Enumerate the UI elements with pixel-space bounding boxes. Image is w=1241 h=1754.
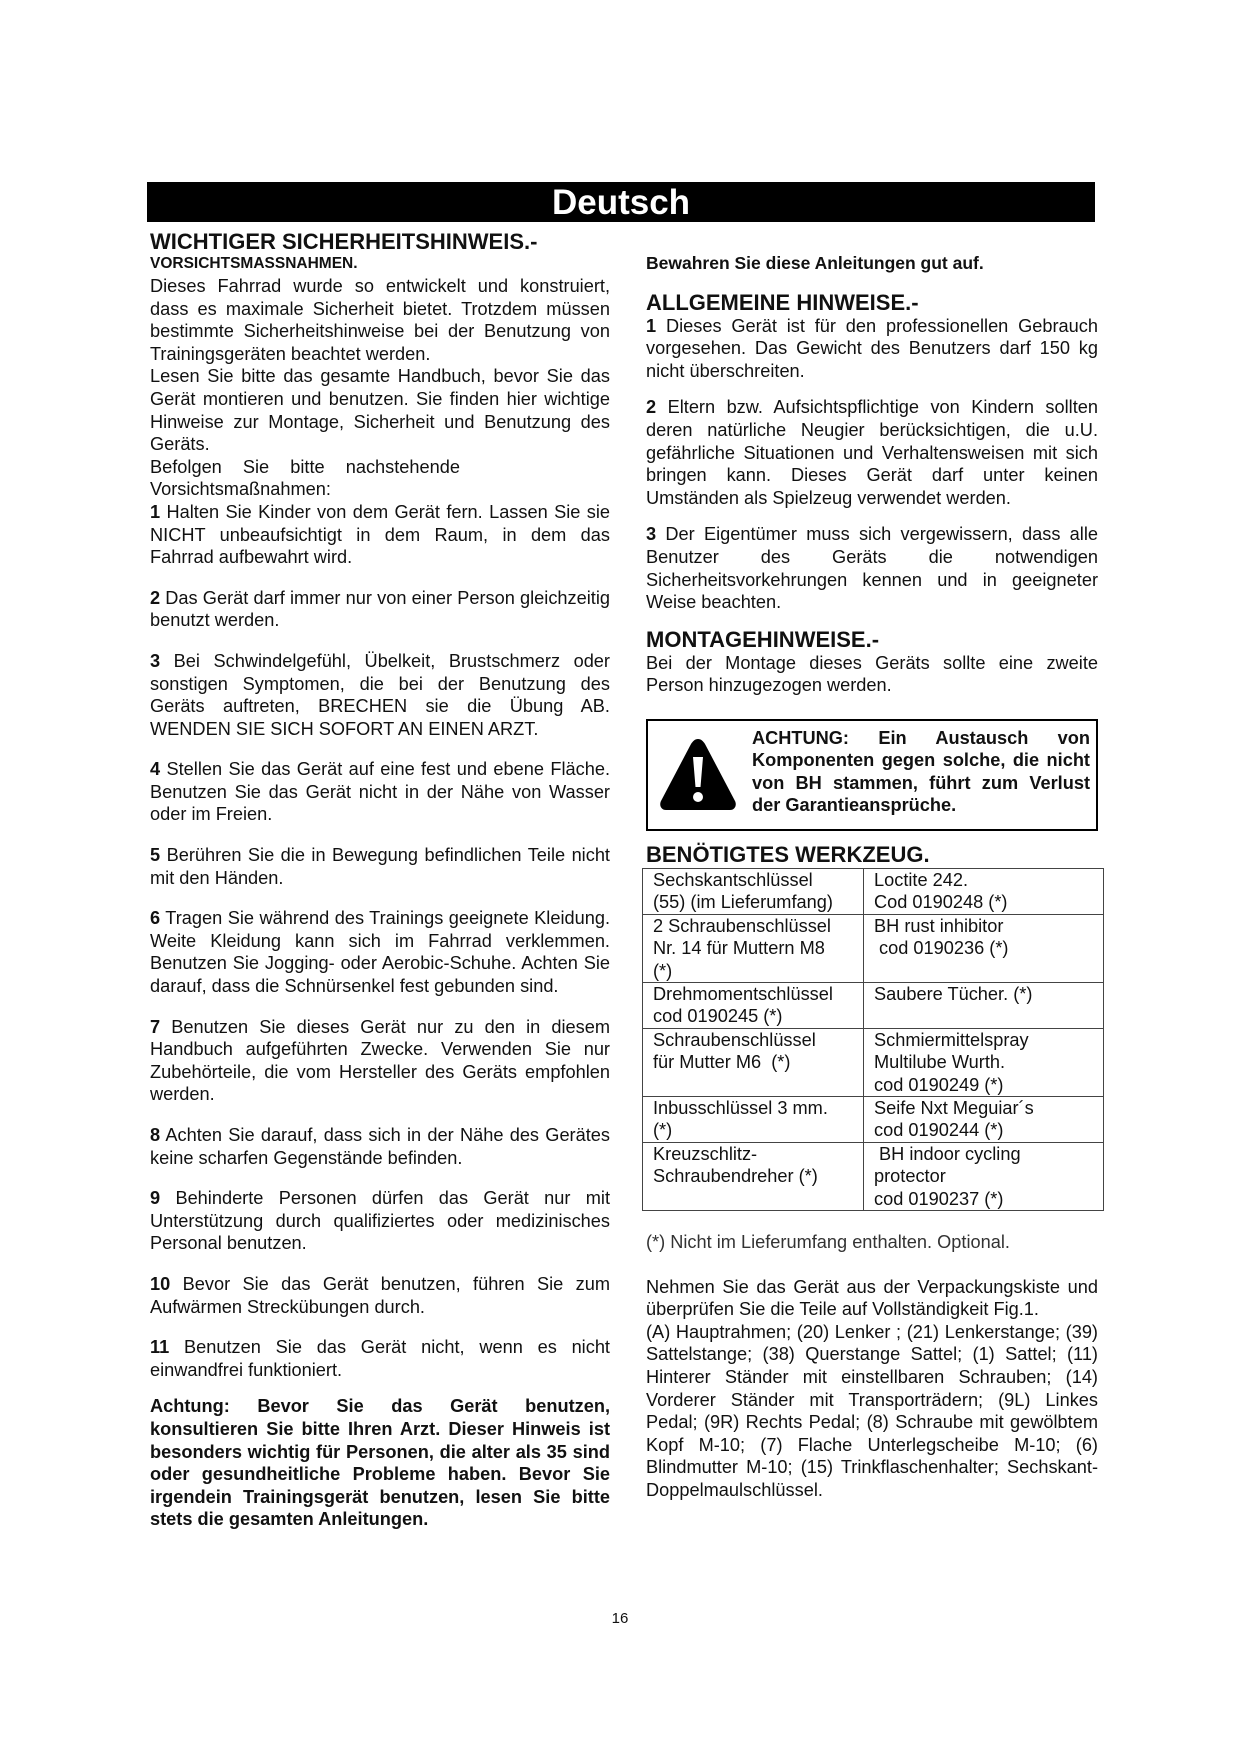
tool-cell bbox=[643, 1028, 864, 1096]
cell-line: für Mutter M6 (*) bbox=[653, 1052, 791, 1073]
list-item bbox=[646, 315, 1098, 383]
cell-line: BH indoor cycling bbox=[874, 1143, 1021, 1164]
cell-line: Nr. 14 für Muttern M8 bbox=[653, 938, 825, 959]
item-text: Tragen Sie während des Trainings geeignete Kleidung. Weite Kleidung kann sich im Fahrrad verklemmen. Benutzen Sie Jogging- oder Aerobic-Schuhe. Achten Sie darauf, dass die Schnürsenkel fest gebunden sind. bbox=[150, 908, 610, 997]
cell-line: cod 0190245 (*) bbox=[653, 1006, 783, 1027]
assembly-heading: MONTAGEHINWEISE.- bbox=[646, 626, 880, 652]
item-text: Stellen Sie das Gerät auf eine fest und ebene Fläche. Benutzen Sie das Gerät nicht in der Nähe von Wasser oder im Freien. bbox=[150, 759, 611, 825]
warning-triangle-icon bbox=[658, 735, 738, 813]
cell-line: cod 0190237 (*) bbox=[874, 1188, 1004, 1209]
item-text: Behinderte Personen dürfen das Gerät nur mit Unterstützung durch qualifiziertes oder medizinisches Personal benutzen. bbox=[150, 1188, 610, 1254]
unpack-text: Nehmen Sie das Gerät aus der Verpackungskiste und überprüfen Sie die Teile auf Vollständigkeit Fig.1. bbox=[646, 1276, 1098, 1320]
parts-list: (A) Hauptrahmen; (20) Lenker ; (21) Lenkerstange; (39) Sattelstange; (38) Querstange Sattel; (1) Sattel; (11) Hinterer Ständer mit einstellbaren Schrauben; (14) Vorderer Ständer mit Transporträdern; (9L) Linkes Pedal; (9R) Rechts Pedal; (8) Schraube mit gewölbtem Kopf M-10; (7) Flache Unterlegscheibe M-10; (6) Blindmutter M-10; (15) Trinkflaschenhalter; Sechskant-Doppelmaulschlüssel. bbox=[646, 1321, 1098, 1500]
list-item bbox=[150, 587, 610, 632]
list-item bbox=[150, 758, 610, 826]
right-column bbox=[646, 252, 1098, 1502]
list-item bbox=[150, 650, 610, 740]
list-item bbox=[150, 844, 610, 889]
safety-heading: WICHTIGER SICHERHEITSHINWEIS.- bbox=[150, 229, 538, 254]
item-text: Dieses Gerät ist für den professionellen Gebrauch vorgesehen. Das Gewicht des Benutzers darf 150 kg nicht überschreiten. bbox=[646, 315, 1098, 381]
cell-line: cod 0190244 (*) bbox=[874, 1120, 1004, 1141]
cell-line: Kreuzschlitz- bbox=[653, 1143, 758, 1164]
general-heading: ALLGEMEINE HINWEISE.- bbox=[646, 289, 919, 315]
cell-line: (*) bbox=[653, 960, 673, 981]
list-item bbox=[150, 907, 610, 997]
table-row bbox=[643, 1096, 1104, 1142]
table-row bbox=[643, 1142, 1104, 1210]
item-text: Das Gerät darf immer nur von einer Person gleichzeitig benutzt werden. bbox=[150, 587, 610, 631]
tool-cell bbox=[643, 914, 864, 982]
safety-list bbox=[150, 501, 610, 1381]
item-number: 4 bbox=[150, 759, 161, 780]
item-text: Bei Schwindelgefühl, Übelkeit, Brustschmerz oder sonstigen Symptomen, die bei der Benutzung des Geräts auftreten, BRECHEN sie die Übung AB. WENDEN SIE SICH SOFORT AN EINEN ARZT. bbox=[150, 650, 610, 739]
intro-paragraph-3: Befolgen Sie bitte nachstehende Vorsichtsmaßnahmen: bbox=[150, 456, 460, 500]
table-row bbox=[643, 1028, 1104, 1096]
item-number: 3 bbox=[150, 650, 161, 671]
list-item bbox=[646, 523, 1098, 613]
item-text: Halten Sie Kinder von dem Gerät fern. Lassen Sie sie NICHT unbeaufsichtigt in dem Raum, in dem das Fahrrad aufbewahrt wird. bbox=[150, 501, 610, 568]
caution-box bbox=[646, 719, 1098, 831]
cell-line: Saubere Tücher. (*) bbox=[874, 983, 1033, 1004]
list-item bbox=[150, 501, 610, 569]
page-number: 16 bbox=[611, 1610, 629, 1627]
list-item bbox=[150, 1187, 610, 1255]
item-text: Benutzen Sie das Gerät nicht, wenn es nicht einwandfrei funktioniert. bbox=[150, 1337, 610, 1380]
intro-paragraph-1: Dieses Fahrrad wurde so entwickelt und konstruiert, dass es maximale Sicherheit bietet. Trotzdem müssen bestimmte Sicherheitshinweise bei der Benutzung von Trainingsgeräten beachtet werden. bbox=[150, 276, 610, 364]
supply-cell bbox=[864, 1142, 1104, 1210]
item-number: 11 bbox=[150, 1337, 170, 1358]
item-number: 1 bbox=[150, 501, 161, 522]
item-number: 6 bbox=[150, 908, 161, 929]
supply-cell bbox=[864, 982, 1104, 1028]
tools-table bbox=[642, 868, 1104, 1211]
keep-instructions: Bewahren Sie diese Anleitungen gut auf. bbox=[646, 253, 984, 273]
tool-cell bbox=[643, 1142, 864, 1210]
supply-cell bbox=[864, 868, 1104, 914]
item-text: Der Eigentümer muss sich vergewissern, dass alle Benutzer des Geräts die notwendigen Sicherheitsvorkehrungen kennen und in geeigneter Weise beachten. bbox=[646, 524, 1098, 613]
item-number: 3 bbox=[646, 524, 657, 545]
precautions-subheading: VORSICHTSMASSNAHMEN. bbox=[150, 255, 358, 272]
tool-cell bbox=[643, 982, 864, 1028]
list-item bbox=[646, 396, 1098, 509]
cell-line: Schraubendreher (*) bbox=[653, 1166, 818, 1187]
list-item bbox=[150, 1273, 610, 1318]
cell-line: Cod 0190248 (*) bbox=[874, 892, 1008, 913]
list-item bbox=[150, 1336, 610, 1381]
cell-line: 2 Schraubenschlüssel bbox=[653, 915, 831, 936]
cell-line: Multilube Wurth. bbox=[874, 1052, 1006, 1073]
caution-text: ACHTUNG: Ein Austausch von Komponenten gegen solche, die nicht von BH stammen, führt zum Verlust der Garantieansprüche. bbox=[752, 727, 1090, 816]
general-list bbox=[646, 315, 1098, 614]
cell-line: Drehmomentschlüssel bbox=[653, 983, 833, 1004]
item-number: 9 bbox=[150, 1188, 161, 1209]
cell-line: Schraubenschlüssel bbox=[653, 1029, 816, 1050]
item-number: 2 bbox=[646, 397, 657, 418]
cell-line: Inbusschlüssel 3 mm. bbox=[653, 1097, 828, 1118]
doctor-warning: Achtung: Bevor Sie das Gerät benutzen, konsultieren Sie bitte Ihren Arzt. Dieser Hinweis ist besonders wichtig für Personen, die alter als 35 sind oder gesundheitliche Probleme haben. Bevor Sie irgendein Trainingsgerät benutzen, lesen Sie bitte stets die gesamten Anleitungen. bbox=[150, 1396, 610, 1530]
cell-line: Sechskantschlüssel bbox=[653, 869, 813, 890]
item-text: Bevor Sie das Gerät benutzen, führen Sie zum Aufwärmen Streckübungen durch. bbox=[150, 1273, 610, 1317]
item-text: Benutzen Sie dieses Gerät nur zu den in diesem Handbuch aufgeführten Zwecke. Verwenden Sie nur Zubehörteile, die vom Hersteller des Geräts empfohlen werden. bbox=[150, 1016, 610, 1105]
table-row bbox=[643, 914, 1104, 982]
item-number: 10 bbox=[150, 1273, 171, 1294]
intro-paragraph-2: Lesen Sie bitte das gesamte Handbuch, bevor Sie das Gerät montieren und benutzen. Sie finden hier wichtige Hinweise zur Montage, Sicherheit und Benutzung des Geräts. bbox=[150, 366, 610, 455]
supply-cell bbox=[864, 914, 1104, 982]
cell-line: Schmiermittelspray bbox=[874, 1029, 1029, 1050]
cell-line: Seife Nxt Meguiar´s bbox=[874, 1097, 1034, 1118]
item-number: 1 bbox=[646, 315, 657, 336]
tool-cell bbox=[643, 1096, 864, 1142]
supply-cell bbox=[864, 1028, 1104, 1096]
cell-line: BH rust inhibitor bbox=[874, 915, 1004, 936]
list-item bbox=[150, 1016, 610, 1106]
item-number: 7 bbox=[150, 1016, 161, 1037]
table-row bbox=[643, 868, 1104, 914]
item-text: Achten Sie darauf, dass sich in der Nähe des Gerätes keine scharfen Gegenstände befinden. bbox=[150, 1125, 610, 1168]
item-number: 8 bbox=[150, 1125, 161, 1145]
optional-note: (*) Nicht im Lieferumfang enthalten. Optional. bbox=[646, 1232, 1010, 1252]
left-column bbox=[150, 230, 610, 1531]
list-item bbox=[150, 1124, 610, 1169]
item-text: Berühren Sie die in Bewegung befindlichen Teile nicht mit den Händen. bbox=[150, 845, 610, 888]
table-row bbox=[643, 982, 1104, 1028]
cell-line: protector bbox=[874, 1166, 946, 1187]
language-banner: Deutsch bbox=[147, 182, 1095, 222]
item-text: Eltern bzw. Aufsichtspflichtige von Kindern sollten deren natürliche Neugier berücksichtigen, die u.U. gefährliche Situationen und Verhaltensweisen mit sich bringen kann. Dieses Gerät darf unter keinen Umständen als Spielzeug verwendet werden. bbox=[646, 397, 1098, 508]
cell-line: (*) bbox=[653, 1120, 673, 1141]
tools-heading: BENÖTIGTES WERKZEUG. bbox=[646, 841, 930, 867]
cell-line: cod 0190236 (*) bbox=[874, 938, 1009, 959]
cell-line: (55) (im Lieferumfang) bbox=[653, 892, 833, 913]
assembly-text: Bei der Montage dieses Geräts sollte eine zweite Person hinzugezogen werden. bbox=[646, 652, 1098, 696]
item-number: 2 bbox=[150, 587, 161, 608]
tool-cell bbox=[643, 868, 864, 914]
supply-cell bbox=[864, 1096, 1104, 1142]
item-number: 5 bbox=[150, 845, 161, 866]
cell-line: Loctite 242. bbox=[874, 869, 969, 890]
cell-line: cod 0190249 (*) bbox=[874, 1074, 1004, 1095]
